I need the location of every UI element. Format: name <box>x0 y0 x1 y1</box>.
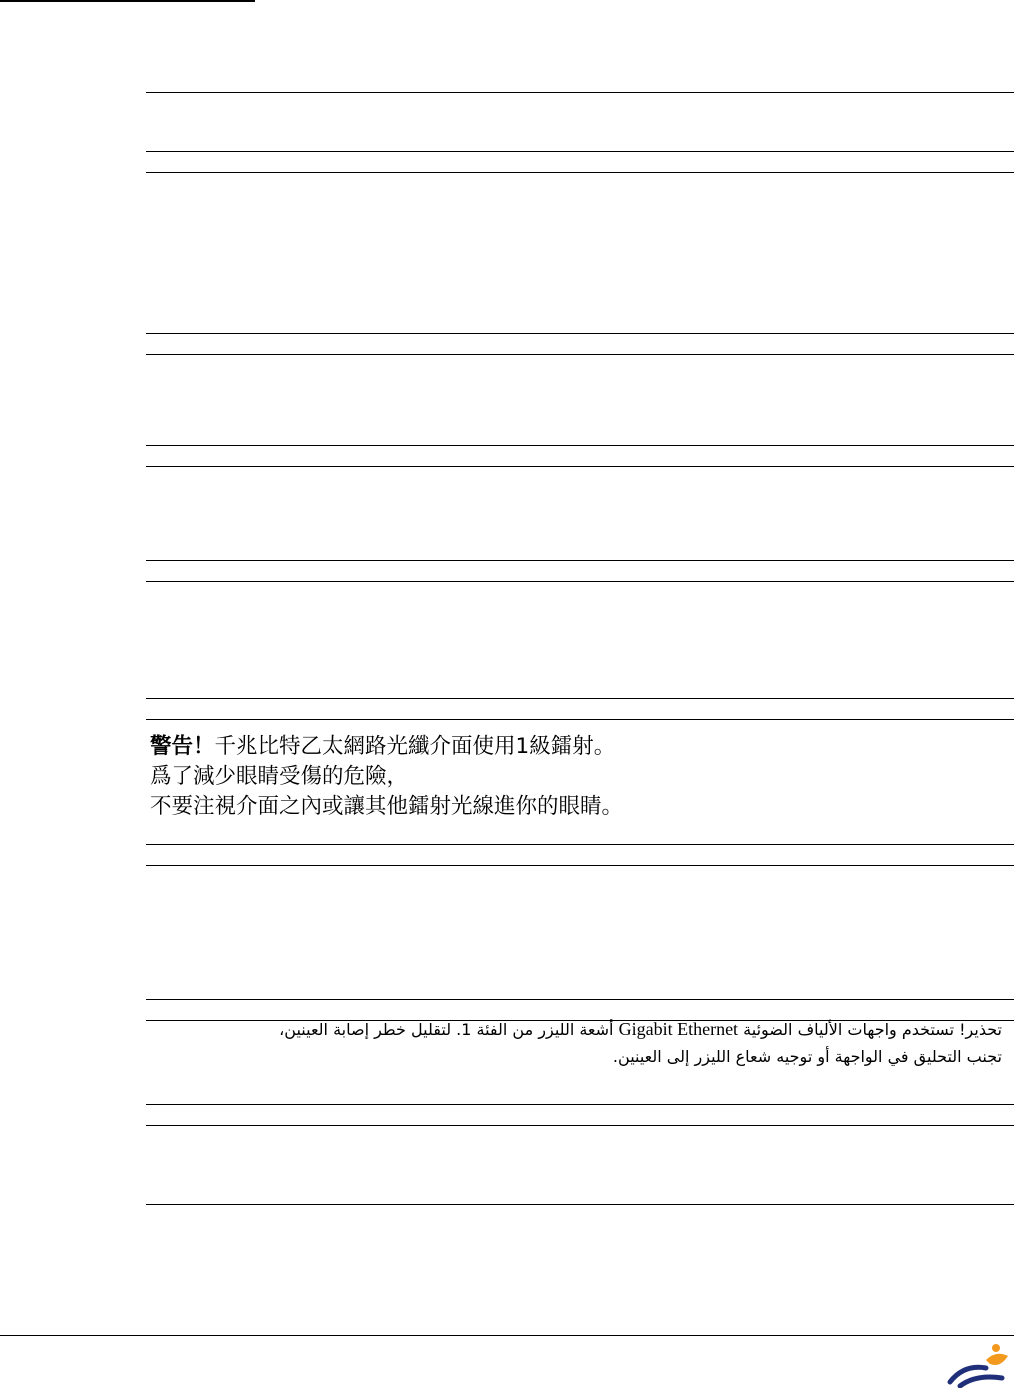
chinese-warning-line-3: 不要注視介面之內或讓其他鐳射光線進你的眼睛。 <box>150 794 624 819</box>
table-rule <box>146 865 1014 866</box>
footer-rule <box>0 1335 1014 1336</box>
warning-prefix: 警告！ <box>150 734 215 759</box>
table-rule <box>146 466 1014 467</box>
chinese-warning <box>146 732 1014 822</box>
table-rule <box>146 92 1014 93</box>
table-rule <box>146 560 1014 561</box>
table-rule <box>146 999 1014 1000</box>
table-rule <box>146 445 1014 446</box>
table-rule <box>146 172 1014 173</box>
warning-text: 千兆比特乙太網路光纖介面使用1級鐳射。 <box>214 734 616 759</box>
chinese-warning-line-1 <box>150 732 1014 762</box>
table-rule <box>146 844 1014 845</box>
table-rule <box>146 698 1014 699</box>
arabic-text-latin: Gigabit Ethernet <box>618 1019 739 1039</box>
table-rule <box>146 354 1014 355</box>
chinese-warning-line-2: 爲了減少眼睛受傷的危險， <box>150 764 409 789</box>
table-rule <box>146 581 1014 582</box>
table-rule <box>146 1104 1014 1105</box>
publisher-logo-icon <box>946 1342 1012 1388</box>
table-rule <box>146 151 1014 152</box>
table-rule <box>146 333 1014 334</box>
arabic-text-start: تحذير! تستخدم واجهات الألياف الضوئية <box>743 1020 1002 1039</box>
table-rule <box>146 719 1014 720</box>
arabic-warning-line-1 <box>146 1016 1002 1043</box>
table-rule <box>146 1204 1014 1205</box>
arabic-warning-line-2: تجنب التحليق في الواجهة أو توجيه شعاع الليزر إلى العينين. <box>612 1047 1002 1066</box>
table-rule <box>146 1125 1014 1126</box>
arabic-text-end: أشعة الليزر من الفئة 1. لتقليل خطر إصابة العينين، <box>279 1020 614 1039</box>
header-rule <box>0 0 255 2</box>
arabic-warning <box>146 1016 1008 1070</box>
